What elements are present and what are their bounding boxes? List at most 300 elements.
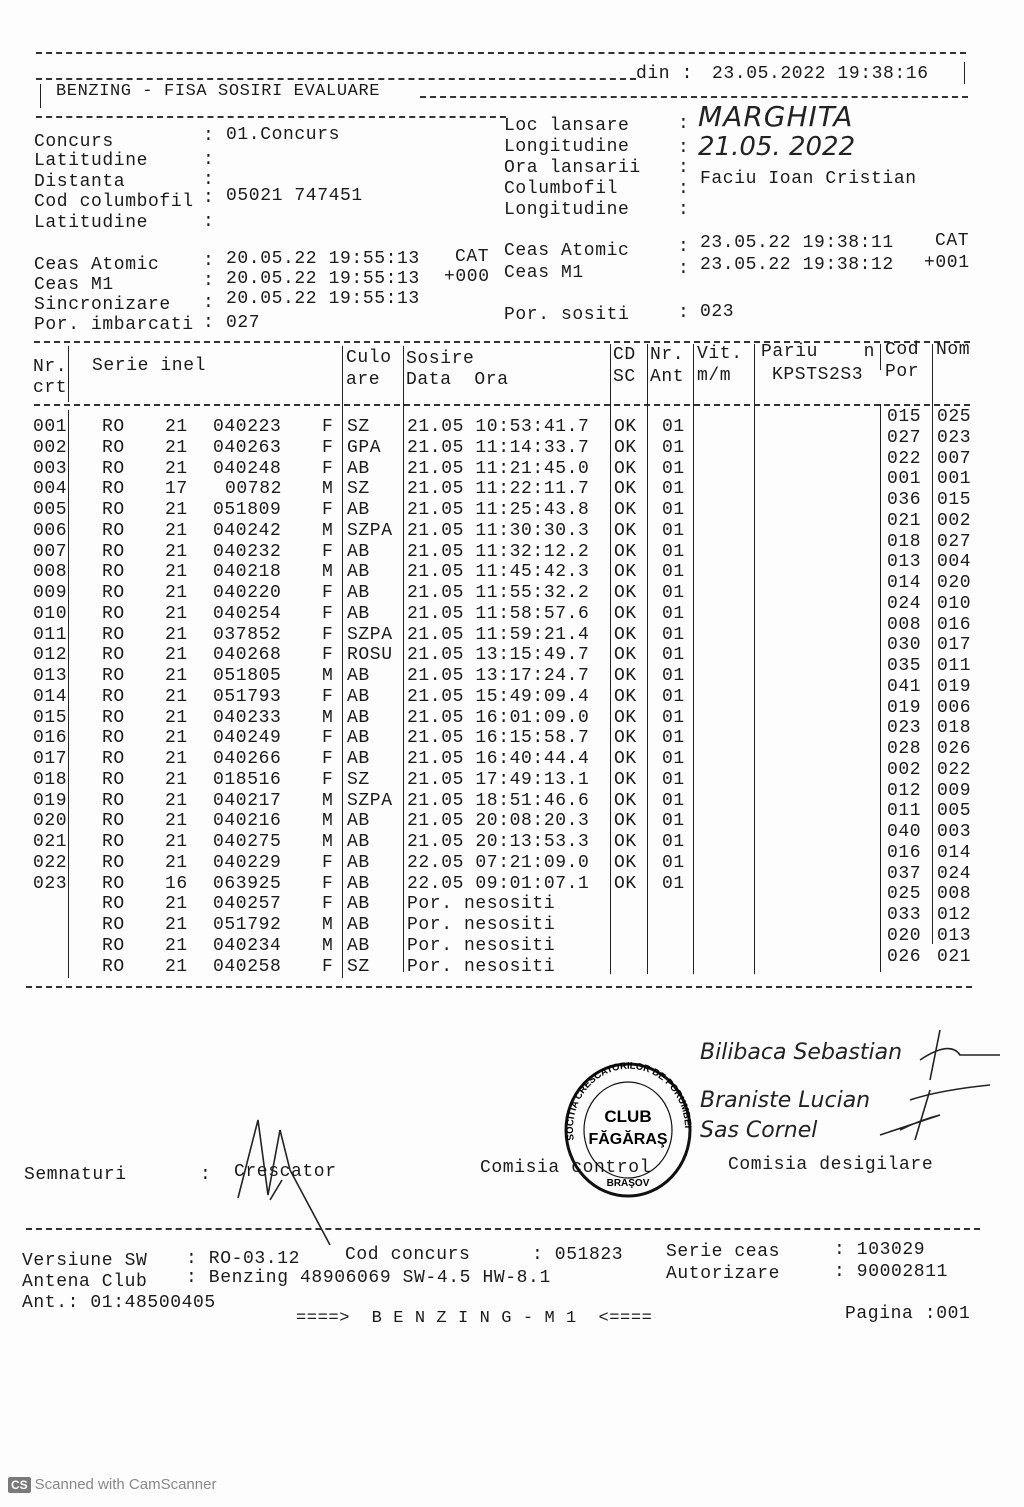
arrival-time: Por. nesositi [407, 894, 556, 915]
field-label: Ceas Atomic [34, 255, 160, 275]
cd-sc-status: OK [614, 769, 637, 790]
signature-scribbles [860, 1020, 1010, 1150]
country: RO [102, 479, 125, 500]
color: SZPA [347, 790, 393, 811]
cod-por: 011 [887, 801, 922, 822]
divider [610, 344, 611, 974]
color: GPA [347, 437, 382, 458]
sex: F [322, 603, 334, 624]
cd-sc-status: OK [614, 417, 637, 437]
row-number: 005 [33, 500, 68, 520]
field-label: Ceas Atomic [504, 241, 630, 261]
arrival-time: 22.05 09:01:07.1 [407, 873, 590, 894]
antenna: 01 [662, 520, 685, 541]
cd-sc-status: OK [614, 645, 637, 666]
divider [647, 344, 648, 974]
country: RO [102, 500, 125, 520]
ring-number: 040254 [213, 603, 282, 624]
divider [932, 344, 933, 944]
colon: : [203, 170, 215, 190]
sex: F [322, 458, 334, 479]
field-value: 027 [226, 313, 261, 333]
field-label: Sincronizare [34, 295, 171, 315]
nom: 013 [937, 925, 972, 946]
sex: M [322, 707, 334, 728]
cd-sc-status: OK [614, 520, 637, 541]
color: AB [347, 541, 370, 562]
color: AB [347, 749, 370, 769]
handwritten-location: MARGHITA [698, 100, 854, 133]
autorizare-value: : 90002811 [834, 1262, 949, 1282]
cod-por: 040 [887, 822, 922, 842]
arrival-time: 21.05 11:21:45.0 [407, 458, 590, 479]
divider [880, 404, 881, 972]
arrival-time: 21.05 13:17:24.7 [407, 666, 590, 686]
year: 21 [165, 500, 188, 520]
antenna: 01 [662, 666, 685, 686]
country: RO [102, 666, 125, 686]
row-number: 020 [33, 811, 68, 832]
colon: : [678, 138, 690, 158]
ring-number: 00782 [225, 479, 283, 500]
color: ROSU [347, 645, 393, 666]
cod-por: 013 [887, 552, 922, 573]
antenna: 01 [662, 479, 685, 500]
country: RO [102, 458, 125, 479]
color: AB [347, 583, 370, 603]
crescator-label: Crescator [234, 1162, 337, 1182]
arrival-time: 21.05 20:08:20.3 [407, 811, 590, 832]
row-number: 009 [33, 583, 68, 603]
colon: : [203, 150, 215, 170]
year: 16 [165, 873, 188, 894]
field-label: Ora lansarii [504, 158, 641, 178]
cod-por: 030 [887, 635, 922, 656]
sex: F [322, 541, 334, 562]
handwritten-signature: Bilibacа Sebastian [700, 1040, 903, 1065]
sex: F [322, 583, 334, 603]
country: RO [102, 956, 125, 977]
divider [420, 96, 968, 98]
cod-por: 014 [887, 573, 922, 593]
color: AB [347, 811, 370, 832]
ring-number: 018516 [213, 769, 282, 790]
field-value: 23.05.22 19:38:11 [700, 233, 894, 253]
header-culo: Culo [346, 348, 392, 368]
field-value: 01.Concurs [226, 125, 341, 145]
antenna: 01 [662, 437, 685, 458]
field-label: Por. sositi [504, 305, 630, 325]
nom: 020 [937, 573, 972, 593]
country: RO [102, 645, 125, 666]
country: RO [102, 437, 125, 458]
divider [68, 410, 69, 978]
sex: M [322, 520, 334, 541]
cod-por: 041 [887, 676, 922, 697]
antenna: 01 [662, 728, 685, 749]
row-number: 023 [33, 873, 68, 894]
page-number: Pagina :001 [845, 1304, 971, 1324]
nom: 002 [937, 510, 972, 531]
cd-sc-status: OK [614, 500, 637, 520]
nom: 010 [937, 593, 972, 614]
ring-number: 040249 [213, 728, 282, 749]
ring-number: 040263 [213, 437, 282, 458]
antenna: 01 [662, 749, 685, 769]
colon: : [678, 158, 690, 178]
nom: 001 [937, 469, 972, 490]
club-stamp [560, 1060, 700, 1200]
color: AB [347, 707, 370, 728]
antenna: 01 [662, 500, 685, 520]
comisia-desigilare-label: Comisia desigilare [728, 1155, 934, 1175]
header-are: are [346, 370, 381, 390]
row-number: 014 [33, 686, 68, 707]
year: 21 [165, 437, 188, 458]
antena-label: Antena Club [22, 1272, 148, 1292]
year: 17 [165, 479, 188, 500]
arrival-time: 21.05 15:49:09.4 [407, 686, 590, 707]
cd-sc-status: OK [614, 749, 637, 769]
color: AB [347, 915, 370, 935]
nom: 019 [937, 676, 972, 697]
sex: F [322, 645, 334, 666]
cd-sc-status: OK [614, 832, 637, 852]
cod-por: 036 [887, 490, 922, 510]
country: RO [102, 728, 125, 749]
divider [693, 344, 694, 974]
versiune-label: Versiune SW [22, 1251, 148, 1271]
field-label: Latitudine [34, 213, 149, 233]
header-data-ora: Data Ora [406, 370, 509, 390]
cod-por: 016 [887, 842, 922, 863]
arrival-time: 21.05 17:49:13.1 [407, 769, 590, 790]
field-value: 23.05.22 19:38:12 [700, 255, 894, 275]
header-por: Por [885, 362, 920, 382]
antena-value: : Benzing 48906069 SW-4.5 HW-8.1 [186, 1268, 551, 1288]
color: SZ [347, 956, 370, 977]
cd-sc-status: OK [614, 728, 637, 749]
field-label: Ceas M1 [34, 275, 114, 295]
ring-number: 040217 [213, 790, 282, 811]
year: 21 [165, 541, 188, 562]
field-value: 20.05.22 19:55:13 [226, 289, 420, 309]
ring-number: 040248 [213, 458, 282, 479]
cd-sc-status: OK [614, 666, 637, 686]
country: RO [102, 915, 125, 935]
nom: 005 [937, 801, 972, 822]
nom: 021 [937, 946, 972, 967]
date-label: din : [636, 64, 694, 84]
arrival-time: Por. nesositi [407, 935, 556, 956]
color: AB [347, 728, 370, 749]
antenna: 01 [662, 686, 685, 707]
colon: : [678, 259, 690, 279]
ring-number: 040266 [213, 749, 282, 769]
colon: : [203, 212, 215, 232]
cd-sc-status: OK [614, 852, 637, 873]
header-serie: Serie inel [92, 356, 207, 376]
arrival-time: 21.05 11:32:12.2 [407, 541, 590, 562]
color: AB [347, 832, 370, 852]
row-number: 004 [33, 479, 68, 500]
antenna: 01 [662, 624, 685, 645]
antenna: 01 [662, 603, 685, 624]
color: AB [347, 894, 370, 915]
field-value: Faciu Ioan Cristian [700, 169, 917, 189]
color: SZ [347, 479, 370, 500]
year: 21 [165, 666, 188, 686]
arrival-time: 21.05 18:51:46.6 [407, 790, 590, 811]
arrival-time: 21.05 13:15:49.7 [407, 645, 590, 666]
sex: M [322, 935, 334, 956]
arrival-time: Por. nesositi [407, 915, 556, 935]
sex: F [322, 417, 334, 437]
field-label: Loc lansare [504, 116, 630, 136]
ring-number: 040242 [213, 520, 282, 541]
colon: : [203, 313, 215, 333]
country: RO [102, 624, 125, 645]
antenna: 01 [662, 583, 685, 603]
antenna: 01 [662, 707, 685, 728]
divider [964, 62, 965, 84]
arrival-time: 21.05 11:14:33.7 [407, 437, 590, 458]
nom: 015 [937, 490, 972, 510]
nom: 004 [937, 552, 972, 573]
field-label: Cod columbofil [34, 192, 194, 212]
country: RO [102, 541, 125, 562]
nom: 018 [937, 718, 972, 739]
color: AB [347, 873, 370, 894]
colon: : [678, 200, 690, 220]
field-suffix: +001 [924, 253, 970, 273]
year: 21 [165, 686, 188, 707]
sex: F [322, 894, 334, 915]
cd-sc-status: OK [614, 562, 637, 583]
sex: F [322, 956, 334, 977]
field-value: 05021 747451 [226, 186, 363, 206]
ring-number: 040216 [213, 811, 282, 832]
colon: : [203, 293, 215, 313]
field-label: Concurs [34, 132, 114, 152]
row-number: 013 [33, 666, 68, 686]
year: 21 [165, 749, 188, 769]
ring-number: 037852 [213, 624, 282, 645]
row-number: 019 [33, 790, 68, 811]
signatures-label: Semnaturi [24, 1165, 127, 1185]
antenna: 01 [662, 562, 685, 583]
sex: F [322, 769, 334, 790]
year: 21 [165, 769, 188, 790]
year: 21 [165, 935, 188, 956]
nom: 008 [937, 884, 972, 905]
year: 21 [165, 645, 188, 666]
cod-por: 027 [887, 427, 922, 448]
cod-por: 025 [887, 884, 922, 905]
year: 21 [165, 417, 188, 437]
nom: 009 [937, 780, 972, 801]
year: 21 [165, 832, 188, 852]
stamp-text: FĂGĂRAŞ [588, 1131, 668, 1148]
header-sosire: Sosire [406, 349, 475, 369]
field-suffix: CAT [935, 231, 970, 251]
antenna: 01 [662, 832, 685, 852]
nom: 014 [937, 842, 972, 863]
nom: 022 [937, 759, 972, 780]
ring-number: 040234 [213, 935, 282, 956]
cod-por: 023 [887, 718, 922, 739]
color: AB [347, 852, 370, 873]
sex: F [322, 686, 334, 707]
country: RO [102, 832, 125, 852]
field-value: 20.05.22 19:55:13 [226, 269, 420, 289]
nom: 024 [937, 863, 972, 884]
country: RO [102, 894, 125, 915]
color: SZPA [347, 624, 393, 645]
cod-por: 015 [887, 407, 922, 427]
field-suffix: +000 [444, 267, 490, 287]
sex: F [322, 728, 334, 749]
row-number: 018 [33, 769, 68, 790]
serie-ceas-value: : 103029 [834, 1240, 926, 1260]
arrival-time: 21.05 16:40:44.4 [407, 749, 590, 769]
nom: 025 [937, 407, 972, 427]
cod-por: 012 [887, 780, 922, 801]
row-number: 012 [33, 645, 68, 666]
ring-number: 040220 [213, 583, 282, 603]
header-pariu: Pariu n [761, 342, 876, 362]
year: 21 [165, 811, 188, 832]
divider [342, 346, 343, 978]
cd-sc-status: OK [614, 686, 637, 707]
cod-por: 024 [887, 593, 922, 614]
color: SZPA [347, 520, 393, 541]
sex: M [322, 915, 334, 935]
divider [880, 344, 881, 370]
arrival-time: 21.05 11:30:30.3 [407, 520, 590, 541]
color: AB [347, 666, 370, 686]
nom: 011 [937, 656, 972, 676]
ring-number: 051805 [213, 666, 282, 686]
comisia-control-label: Comisia control [480, 1158, 652, 1178]
row-number: 001 [33, 417, 68, 437]
cod-por: 033 [887, 905, 922, 925]
country: RO [102, 749, 125, 769]
scanner-watermark [8, 1476, 216, 1493]
nom: 003 [937, 822, 972, 842]
colon: : [200, 1165, 212, 1185]
nom: 017 [937, 635, 972, 656]
field-label: Distanta [34, 172, 126, 192]
divider [34, 404, 970, 406]
country: RO [102, 686, 125, 707]
year: 21 [165, 956, 188, 977]
year: 21 [165, 603, 188, 624]
antenna: 01 [662, 873, 685, 894]
serie-ceas-label: Serie ceas [666, 1242, 781, 1262]
ring-number: 040218 [213, 562, 282, 583]
autorizare-label: Autorizare [666, 1264, 781, 1284]
country: RO [102, 603, 125, 624]
country: RO [102, 790, 125, 811]
divider [36, 78, 636, 80]
sex: F [322, 437, 334, 458]
field-label: Columbofil [504, 179, 619, 199]
cod-por: 002 [887, 759, 922, 780]
handwritten-signature: Braniste Lucian [700, 1088, 871, 1113]
stamp-text: CLUB [604, 1107, 652, 1126]
row-number: 010 [33, 603, 68, 624]
ring-number: 063925 [213, 873, 282, 894]
row-number: 016 [33, 728, 68, 749]
divider [68, 346, 69, 402]
sex: M [322, 666, 334, 686]
arrival-time: 21.05 11:55:32.2 [407, 583, 590, 603]
ring-number: 040257 [213, 894, 282, 915]
divider [754, 344, 755, 974]
sex: M [322, 790, 334, 811]
arrival-time: 21.05 11:25:43.8 [407, 500, 590, 520]
header-sc: SC [613, 367, 636, 387]
ring-number: 040268 [213, 645, 282, 666]
arrival-time: 21.05 10:53:41.7 [407, 417, 590, 437]
antenna: 01 [662, 852, 685, 873]
stamp-text: BRAŞOV [606, 1178, 650, 1189]
antenna: 01 [662, 645, 685, 666]
nom: 026 [937, 739, 972, 759]
field-value: 023 [700, 302, 735, 322]
divider [36, 52, 966, 54]
row-number: 022 [33, 852, 68, 873]
color: AB [347, 562, 370, 583]
cd-sc-status: OK [614, 790, 637, 811]
cd-sc-status: OK [614, 603, 637, 624]
page-title: BENZING - FISA SOSIRI EVALUARE [56, 82, 381, 101]
cd-sc-status: OK [614, 583, 637, 603]
year: 21 [165, 624, 188, 645]
cod-por: 018 [887, 531, 922, 552]
color: AB [347, 603, 370, 624]
header-vit: Vit. [697, 344, 743, 364]
color: AB [347, 500, 370, 520]
ring-number: 040233 [213, 707, 282, 728]
cd-sc-status: OK [614, 873, 637, 894]
nom: 016 [937, 614, 972, 635]
row-number: 011 [33, 624, 68, 645]
cod-por: 001 [887, 469, 922, 490]
versiune-value: : RO-03.12 [186, 1249, 301, 1269]
country: RO [102, 935, 125, 956]
cd-sc-status: OK [614, 541, 637, 562]
arrival-time: 21.05 11:22:11.7 [407, 479, 590, 500]
country: RO [102, 583, 125, 603]
year: 21 [165, 520, 188, 541]
ring-number: 040223 [213, 417, 282, 437]
sex: F [322, 624, 334, 645]
ring-number: 051792 [213, 915, 282, 935]
cd-sc-status: OK [614, 707, 637, 728]
sex: M [322, 479, 334, 500]
sex: F [322, 500, 334, 520]
nom: 006 [937, 697, 972, 718]
color: AB [347, 935, 370, 956]
country: RO [102, 520, 125, 541]
field-label: Por. imbarcati [34, 315, 194, 335]
ring-number: 040275 [213, 832, 282, 852]
year: 21 [165, 458, 188, 479]
cod-por: 028 [887, 739, 922, 759]
ring-number: 040229 [213, 852, 282, 873]
